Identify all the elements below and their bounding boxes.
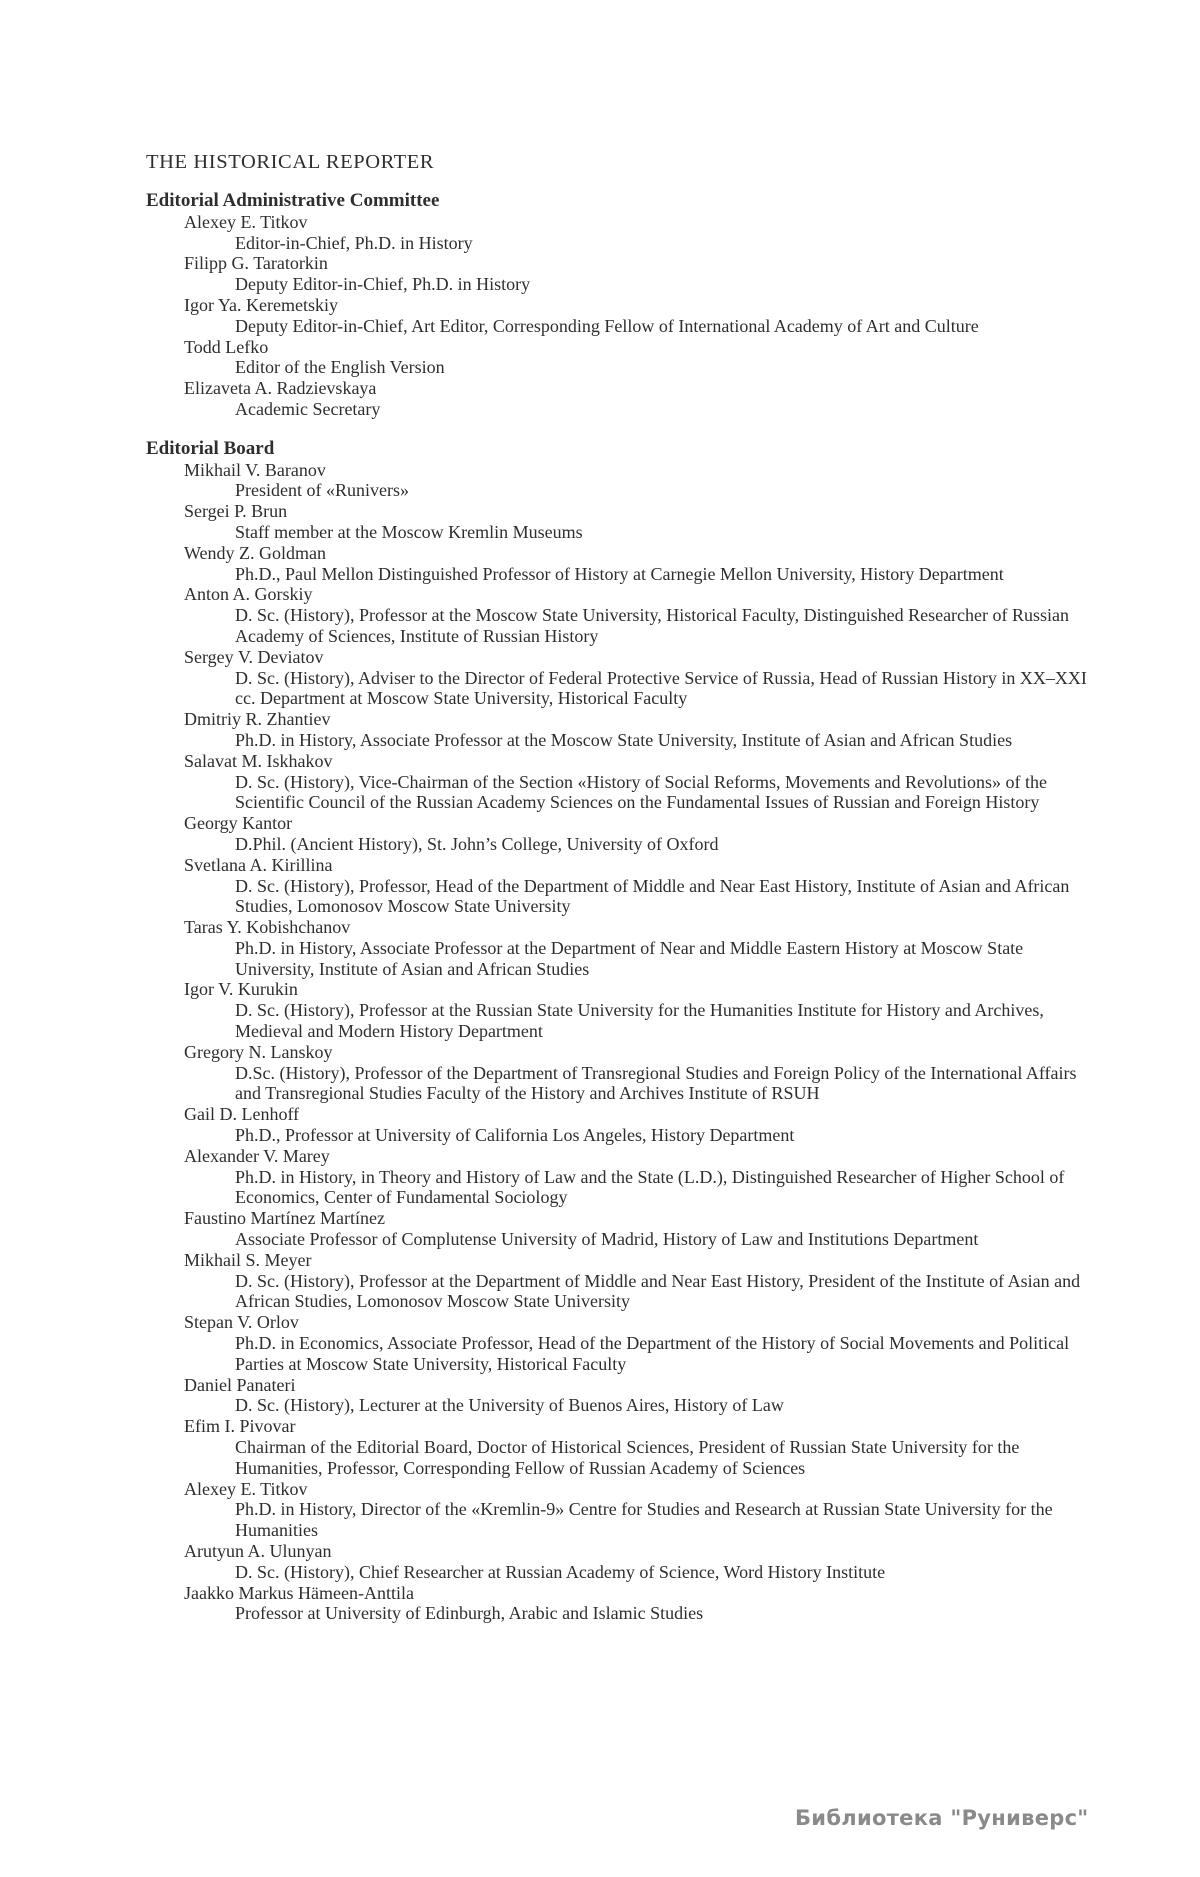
member-entry bbox=[146, 1416, 1200, 1478]
member-name: Arutyun A. Ulunyan bbox=[184, 1541, 332, 1561]
member-role: D. Sc. (History), Vice-Chairman of the Section «History of Social Reforms, Movements and Revolutions» of the Scientific Council of the Russian Academy Sciences on the Fundamental Issues of Russian and Foreign History bbox=[235, 771, 1047, 813]
member-entry bbox=[146, 917, 1200, 979]
member-role: Editor of the English Version bbox=[235, 357, 445, 378]
member-role: Professor at University of Edinburgh, Arabic and Islamic Studies bbox=[235, 1603, 704, 1624]
member-entry bbox=[146, 1583, 1200, 1625]
member-role: Ph.D. in History, Associate Professor at the Moscow State University, Institute of Asian and African Studies bbox=[235, 729, 1013, 750]
member-role: D. Sc. (History), Professor at the Moscow State University, Historical Faculty, Distinguished Researcher of Russian Academy of Sciences, Institute of Russian History bbox=[235, 605, 1070, 646]
member-role: Ph.D., Professor at University of California Los Angeles, History Department bbox=[235, 1125, 795, 1146]
member-entry bbox=[146, 1042, 1200, 1104]
member-entry bbox=[146, 1104, 1200, 1146]
member-name: Taras Y. Kobishchanov bbox=[184, 917, 351, 938]
member-name: Svetlana A. Kirillina bbox=[184, 854, 333, 875]
member-name: Alexander V. Marey bbox=[184, 1145, 330, 1166]
member-role: D. Sc. (History), Professor at the Department of Middle and Near East History, President of the Institute of Asian and African Studies, Lomonosov Moscow State University bbox=[235, 1270, 1081, 1312]
member-role: Ph.D. in Economics, Associate Professor, Head of the Department of the History of Social Movements and Political Parties at Moscow State University, Historical Faculty bbox=[235, 1333, 1070, 1374]
member-entry bbox=[146, 1375, 1200, 1417]
member-name: Sergey V. Deviatov bbox=[184, 646, 324, 667]
member-name: Daniel Panateri bbox=[184, 1374, 296, 1395]
member-name: Mikhail S. Meyer bbox=[184, 1249, 312, 1270]
editorial-section bbox=[146, 191, 1200, 420]
member-entry bbox=[146, 709, 1200, 751]
member-entry bbox=[146, 295, 1200, 337]
member-entry bbox=[146, 1312, 1200, 1374]
sections-container bbox=[146, 191, 1200, 1624]
member-name: Efim I. Pivovar bbox=[184, 1416, 296, 1437]
member-entry bbox=[146, 378, 1200, 420]
member-role: Chairman of the Editorial Board, Doctor of Historical Sciences, President of Russian State University for the Humanities, Professor, Corresponding Fellow of Russian Academy of Sciences bbox=[235, 1437, 1020, 1478]
member-entry bbox=[146, 543, 1200, 585]
member-role: Associate Professor of Complutense University of Madrid, History of Law and Institutions Department bbox=[235, 1229, 979, 1250]
member-name: Salavat M. Iskhakov bbox=[184, 750, 333, 771]
member-entry bbox=[146, 212, 1200, 254]
member-name: Mikhail V. Baranov bbox=[184, 459, 326, 480]
member-list bbox=[146, 212, 1200, 420]
member-name: Alexey E. Titkov bbox=[184, 1478, 308, 1499]
member-role: Staff member at the Moscow Kremlin Museums bbox=[235, 521, 583, 542]
member-list bbox=[146, 460, 1200, 1625]
member-role: D.Sc. (History), Professor of the Department of Transregional Studies and Foreign Policy of the International Affairs and Transregional Studies Faculty of the History and Archives Institute of RSUH bbox=[235, 1062, 1077, 1104]
member-entry bbox=[146, 1146, 1200, 1208]
member-role: D. Sc. (History), Professor at the Russian State University for the Humanities Institute for History and Archives, Medieval and Modern History Department bbox=[235, 1000, 1044, 1042]
editorial-section bbox=[146, 439, 1200, 1624]
member-role: Academic Secretary bbox=[235, 398, 381, 419]
member-entry bbox=[146, 253, 1200, 295]
section-heading: Editorial Administrative Committee bbox=[146, 190, 440, 211]
member-role: Ph.D. in History, Director of the «Kremlin-9» Centre for Studies and Research at Russian State University for the Humanities bbox=[235, 1499, 1053, 1541]
member-name: Jaakko Markus Hämeen-Anttila bbox=[184, 1582, 414, 1603]
member-name: Sergei P. Brun bbox=[184, 501, 288, 522]
member-role: Ph.D. in History, Associate Professor at the Department of Near and Middle Eastern History at Moscow State University, Institute of Asian and African Studies bbox=[235, 937, 1024, 979]
member-name: Gregory N. Lanskoy bbox=[184, 1041, 333, 1062]
member-role: D. Sc. (History), Lecturer at the University of Buenos Aires, History of Law bbox=[235, 1395, 784, 1416]
member-name: Elizaveta A. Radzievskaya bbox=[184, 378, 377, 399]
member-entry bbox=[146, 813, 1200, 855]
member-name: Filipp G. Taratorkin bbox=[184, 253, 328, 274]
member-entry bbox=[146, 855, 1200, 917]
member-entry bbox=[146, 584, 1200, 646]
member-role: Ph.D. in History, in Theory and History of Law and the State (L.D.), Distinguished Researcher of Higher School of Economics, Center of Fundamental Sociology bbox=[235, 1166, 1065, 1208]
member-entry bbox=[146, 337, 1200, 379]
member-role: D. Sc. (History), Adviser to the Director of Federal Protective Service of Russia, Head of Russian History in XX–XXI cc. Department at Moscow State University, Historical Faculty bbox=[235, 667, 1087, 709]
member-name: Wendy Z. Goldman bbox=[184, 542, 327, 563]
member-role: D.Phil. (Ancient History), St. John’s College, University of Oxford bbox=[235, 833, 719, 854]
member-role: President of «Runivers» bbox=[235, 480, 409, 501]
member-role: Deputy Editor-in-Chief, Ph.D. in History bbox=[235, 274, 531, 295]
member-name: Stepan V. Orlov bbox=[184, 1312, 299, 1333]
member-entry bbox=[146, 1208, 1200, 1250]
member-role: D. Sc. (History), Chief Researcher at Russian Academy of Science, Word History Institute bbox=[235, 1561, 886, 1582]
library-watermark: Библиотека "Руниверс" bbox=[795, 1806, 1089, 1830]
member-entry bbox=[146, 647, 1200, 709]
member-name: Igor V. Kurukin bbox=[184, 979, 298, 1000]
member-name: Anton A. Gorskiy bbox=[184, 584, 313, 605]
member-name: Igor Ya. Keremetskiy bbox=[184, 294, 338, 315]
member-name: Georgy Kantor bbox=[184, 813, 293, 834]
member-entry bbox=[146, 1541, 1200, 1583]
page-title: THE HISTORICAL REPORTER bbox=[146, 151, 435, 173]
member-name: Gail D. Lenhoff bbox=[184, 1104, 300, 1125]
member-entry bbox=[146, 751, 1200, 813]
member-name: Todd Lefko bbox=[184, 336, 269, 357]
section-heading: Editorial Board bbox=[146, 437, 275, 459]
member-name: Faustino Martínez Martínez bbox=[184, 1208, 385, 1229]
member-name: Dmitriy R. Zhantiev bbox=[184, 709, 331, 730]
member-role: D. Sc. (History), Professor, Head of the Department of Middle and Near East History, Institute of Asian and African Studies, Lomonosov Moscow State University bbox=[235, 875, 1070, 917]
member-name: Alexey E. Titkov bbox=[184, 211, 308, 232]
member-entry bbox=[146, 501, 1200, 543]
member-entry bbox=[146, 1250, 1200, 1312]
member-entry bbox=[146, 460, 1200, 502]
member-entry bbox=[146, 979, 1200, 1041]
member-role: Ph.D., Paul Mellon Distinguished Professor of History at Carnegie Mellon University, History Department bbox=[235, 563, 1004, 584]
member-role: Deputy Editor-in-Chief, Art Editor, Corresponding Fellow of International Academy of Art and Culture bbox=[235, 315, 979, 336]
member-role: Editor-in-Chief, Ph.D. in History bbox=[235, 232, 473, 253]
member-entry bbox=[146, 1479, 1200, 1541]
